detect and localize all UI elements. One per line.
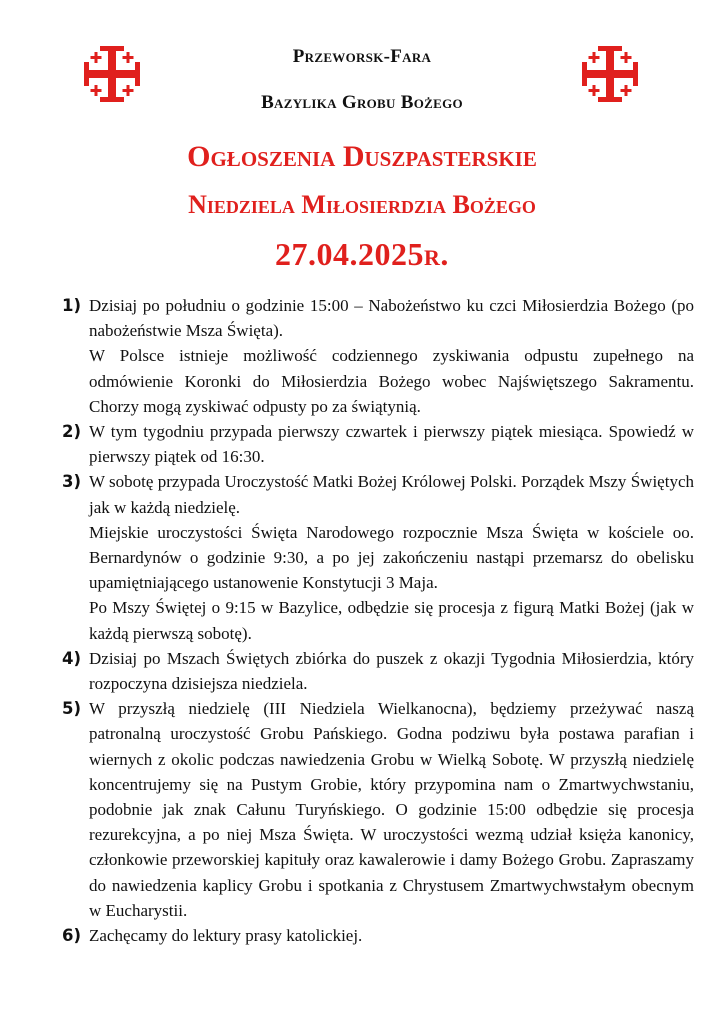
item-paragraph: W tym tygodniu przypada pierwszy czwartek i pierwszy piątek miesiąca. Spowiedź w pierwszy piątek od 16:30.	[89, 422, 694, 467]
list-item	[62, 293, 694, 419]
item-number: 3)	[62, 472, 82, 492]
item-paragraph: W sobotę przypada Uroczystość Matki Bożej Królowej Polski. Porządek Mszy Świętych jak w każdą niedzielę.	[89, 472, 694, 517]
list-item	[62, 923, 694, 948]
parish-name: Przeworsk-Fara	[292, 46, 432, 67]
page-title: Ogłoszenia Duszpasterskie	[187, 140, 537, 173]
item-number: 5)	[62, 699, 82, 719]
item-paragraph: Dzisiaj po południu o godzinie 15:00 – Nabożeństwo ku czci Miłosierdzia Bożego (po nabożeństwie Msza Święta).	[89, 296, 694, 341]
item-paragraph: W Polsce istnieje możliwość codziennego zyskiwania odpustu zupełnego na odmówienie Koronki do Miłosierdzia Bożego wobec Najświętszego Sakramentu. Chorzy mogą zyskiwać odpusty po za świątynią.	[89, 346, 694, 416]
list-item	[62, 419, 694, 469]
list-item	[62, 646, 694, 696]
item-paragraph: W przyszłą niedzielę (III Niedziela Wielkanocna), będziemy przeżywać naszą patronalną uroczystość Grobu Pańskiego. Godna podziwu była postawa parafian i wiernych z okolic podczas nawiedzenia Grobu w Wielką Sobotę. W przyszłą niedzielę koncentrujemy się na Pustym Grobie, który przypomina nam o Zmartwychwstaniu, podobnie jak znak Całunu Turyńskiego. O godzinie 15:00 odbędzie się procesja rezurekcyjna, a po niej Msza Święta. W uroczystości wezmą udział księża kanonicy, członkowie przeworskiej kapituły oraz kawalerowie i damy Bożego Grobu. Zapraszamy do nawiedzenia kaplicy Grobu i spotkania z Chrystusem Zmartwychwstałym obecnym w Eucharystii.	[89, 699, 694, 920]
announcement-date: 27.04.2025r.	[275, 236, 449, 272]
list-item	[62, 469, 694, 645]
item-paragraph: Miejskie uroczystości Święta Narodowego rozpocznie Msza Święta w kościele oo. Bernardynów o godzinie 9:30, a po jej zakończeniu nastąpi przemarsz do obelisku upamiętniającego ustanowenie Konstytucji 3 Maja.	[89, 522, 694, 593]
item-paragraph: Dzisiaj po Mszach Świętych zbiórka do puszek z okazji Tygodnia Miłosierdzia, który rozpoczyna dzisiejsza niedziela.	[89, 648, 694, 694]
page-subtitle: Niedziela Miłosierdzia Bożego	[188, 190, 536, 219]
basilica-name: Bazylika Grobu Bożego	[261, 92, 463, 113]
announcements-list	[62, 293, 694, 948]
list-item	[62, 696, 694, 923]
item-number: 4)	[62, 648, 82, 668]
item-number: 6)	[62, 926, 82, 946]
item-number: 2)	[62, 422, 82, 442]
item-paragraph: Po Mszy Świętej o 9:15 w Bazylice, odbędzie się procesja z figurą Matki Bożej (jak w każdą pierwszą sobotę).	[89, 598, 694, 643]
item-paragraph: Zachęcamy do lektury prasy katolickiej.	[89, 926, 363, 946]
item-number: 1)	[62, 296, 82, 315]
